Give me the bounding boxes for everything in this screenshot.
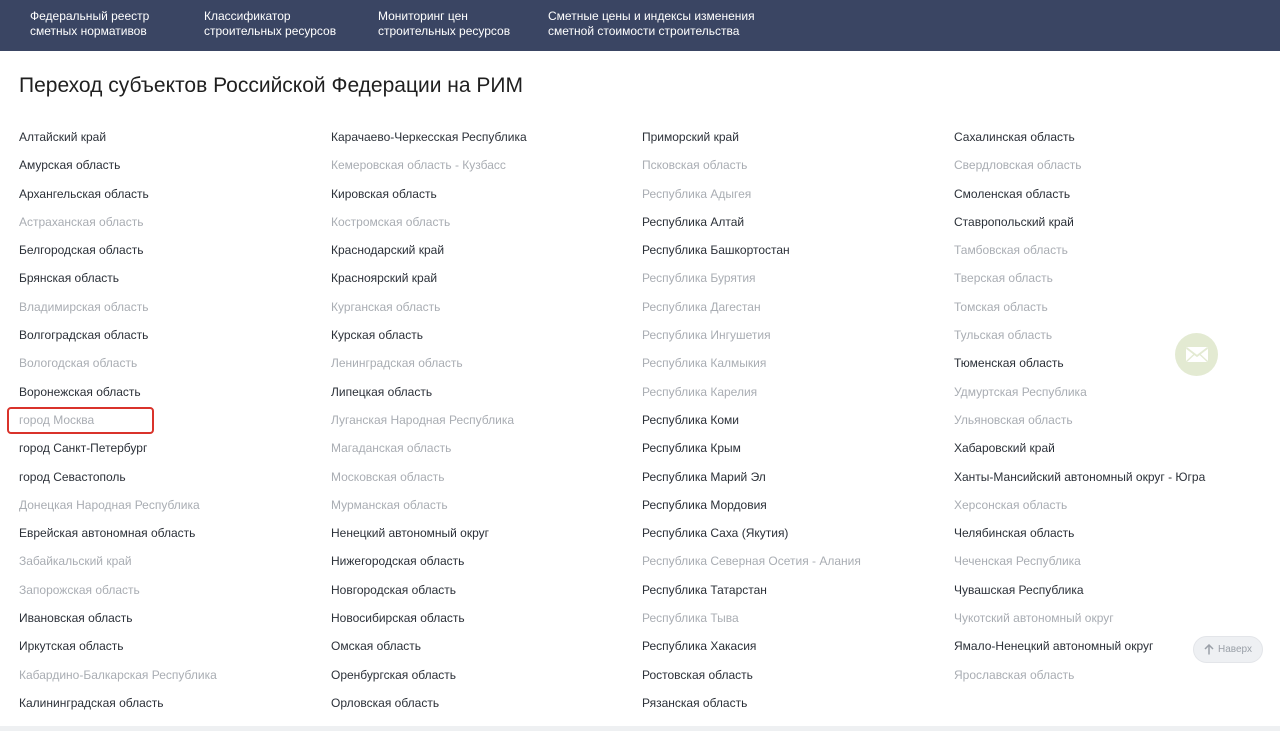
region-link[interactable]: Херсонская область [954, 497, 1068, 512]
region-link[interactable]: Республика Алтай [642, 214, 745, 229]
region-link[interactable]: Рязанская область [642, 695, 748, 710]
region-link[interactable]: Орловская область [331, 695, 440, 710]
region-link[interactable]: город Севастополь [19, 469, 126, 484]
region-link[interactable]: Донецкая Народная Республика [19, 497, 200, 512]
region-link[interactable]: Тульская область [954, 328, 1053, 343]
region-link[interactable]: Белгородская область [19, 243, 144, 258]
region-link[interactable]: Республика Коми [642, 412, 739, 427]
region-link[interactable]: Республика Ингушетия [642, 328, 771, 343]
regions-column-3 [642, 128, 942, 722]
nav-estimated-prices-indices[interactable]: Сметные цены и индексы изменения сметной стоимости строительства [548, 9, 755, 38]
page-title: Переход субъектов Российской Федерации на РИМ [19, 74, 523, 97]
region-link[interactable]: Омская область [331, 639, 422, 654]
regions-column-4 [954, 128, 1254, 694]
nav-resource-classifier[interactable]: Классификатор строительных ресурсов [204, 9, 337, 38]
region-link[interactable]: Тюменская область [954, 356, 1064, 371]
region-link[interactable]: Республика Дагестан [642, 299, 761, 314]
region-link[interactable]: Республика Крым [642, 441, 741, 456]
region-link[interactable]: Костромская область [331, 214, 451, 229]
region-link[interactable]: Республика Хакасия [642, 639, 757, 654]
region-link[interactable]: Республика Башкортостан [642, 243, 790, 258]
regions-column-1 [19, 128, 319, 722]
region-link[interactable]: Ямало-Ненецкий автономный округ [954, 639, 1154, 654]
region-link[interactable]: Республика Калмыкия [642, 356, 767, 371]
region-link[interactable]: Забайкальский край [19, 554, 132, 569]
region-link[interactable]: Ленинградская область [331, 356, 463, 371]
region-link[interactable]: Псковская область [642, 158, 748, 173]
region-link[interactable]: Московская область [331, 469, 445, 484]
bottom-divider [0, 726, 1280, 731]
feedback-mail-button[interactable] [1175, 333, 1218, 376]
region-link[interactable]: Красноярский край [331, 271, 438, 286]
region-link[interactable]: Республика Бурятия [642, 271, 756, 286]
region-link[interactable]: Республика Карелия [642, 384, 758, 399]
region-link[interactable]: Республика Адыгея [642, 186, 752, 201]
region-link[interactable]: Архангельская область [19, 186, 149, 201]
region-link[interactable]: Приморский край [642, 130, 739, 144]
region-link[interactable]: Кировская область [331, 186, 437, 201]
region-link[interactable]: Калининградская область [19, 695, 164, 710]
region-link[interactable]: Астраханская область [19, 214, 144, 229]
region-link[interactable]: Кемеровская область - Кузбасс [331, 158, 506, 173]
region-link[interactable]: Тверская область [954, 271, 1053, 286]
region-link[interactable]: Луганская Народная Республика [331, 412, 515, 427]
region-link[interactable]: Сахалинская область [954, 130, 1075, 144]
region-link[interactable]: Иркутская область [19, 639, 124, 654]
region-link[interactable]: Липецкая область [331, 384, 433, 399]
envelope-icon [1185, 346, 1209, 363]
region-link[interactable]: Ставропольский край [954, 214, 1074, 229]
region-link[interactable]: Республика Татарстан [642, 582, 767, 597]
region-link[interactable]: Республика Мордовия [642, 497, 767, 512]
region-link[interactable]: Курская область [331, 328, 423, 343]
regions-column-2 [331, 128, 631, 722]
region-link[interactable]: Ульяновская область [954, 412, 1073, 427]
region-link[interactable]: Владимирская область [19, 299, 149, 314]
region-link[interactable]: Удмуртская Республика [954, 384, 1087, 399]
region-link[interactable]: Воронежская область [19, 384, 141, 399]
region-link[interactable]: город Москва [19, 412, 95, 427]
region-link[interactable]: Ярославская область [954, 667, 1075, 682]
back-to-top-label: Наверх [1218, 644, 1252, 655]
back-to-top-button[interactable] [1193, 636, 1263, 663]
region-link[interactable]: Чувашская Республика [954, 582, 1084, 597]
region-link[interactable]: Республика Саха (Якутия) [642, 526, 789, 541]
region-link[interactable]: город Санкт-Петербург [19, 441, 148, 456]
region-link[interactable]: Хабаровский край [954, 441, 1055, 456]
region-link[interactable]: Республика Тыва [642, 611, 739, 626]
region-link[interactable]: Новосибирская область [331, 611, 465, 626]
region-link[interactable]: Магаданская область [331, 441, 452, 456]
region-link[interactable]: Карачаево-Черкесская Республика [331, 130, 527, 144]
region-link[interactable]: Томская область [954, 299, 1048, 314]
region-link[interactable]: Чеченская Республика [954, 554, 1081, 569]
region-link[interactable]: Амурская область [19, 158, 121, 173]
region-link[interactable]: Еврейская автономная область [19, 526, 196, 541]
region-link[interactable]: Волгоградская область [19, 328, 149, 343]
arrow-up-icon [1204, 644, 1214, 655]
nav-federal-registry[interactable]: Федеральный реестр сметных нормативов [30, 9, 150, 38]
region-link[interactable]: Брянская область [19, 271, 119, 286]
nav-price-monitoring[interactable]: Мониторинг цен строительных ресурсов [378, 9, 511, 38]
region-link[interactable]: Смоленская область [954, 186, 1071, 201]
region-link[interactable]: Челябинская область [954, 526, 1075, 541]
region-link[interactable]: Оренбургская область [331, 667, 457, 682]
region-link[interactable]: Новгородская область [331, 582, 457, 597]
region-link[interactable]: Республика Марий Эл [642, 469, 766, 484]
region-link[interactable]: Запорожская область [19, 582, 140, 597]
region-link[interactable]: Мурманская область [331, 497, 448, 512]
region-link[interactable]: Чукотский автономный округ [954, 611, 1114, 626]
region-link[interactable]: Курганская область [331, 299, 441, 314]
region-link[interactable]: Ростовская область [642, 667, 753, 682]
region-link[interactable]: Нижегородская область [331, 554, 465, 569]
region-link[interactable]: Тамбовская область [954, 243, 1068, 258]
region-link[interactable]: Алтайский край [19, 130, 107, 144]
region-link[interactable]: Республика Северная Осетия - Алания [642, 554, 861, 569]
region-link[interactable]: Ивановская область [19, 611, 133, 626]
region-link[interactable]: Вологодская область [19, 356, 138, 371]
region-link[interactable]: Кабардино-Балкарская Республика [19, 667, 217, 682]
region-link[interactable]: Краснодарский край [331, 243, 445, 258]
region-link[interactable]: Ненецкий автономный округ [331, 526, 490, 541]
region-link[interactable]: Свердловская область [954, 158, 1082, 173]
region-link[interactable]: Ханты-Мансийский автономный округ - Югра [954, 469, 1206, 484]
